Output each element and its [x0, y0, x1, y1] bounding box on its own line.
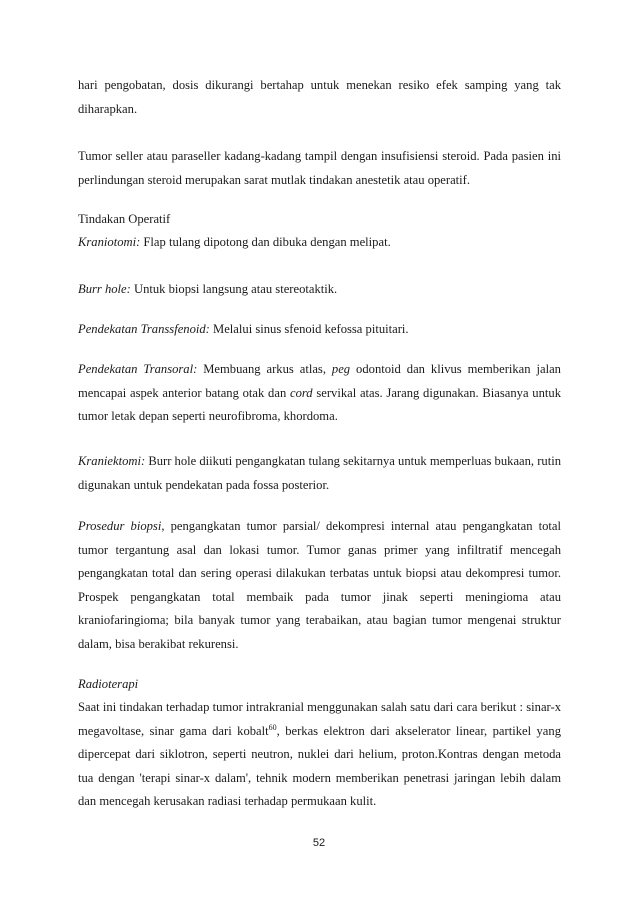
heading-radioterapi: Radioterapi [78, 677, 139, 691]
text-transoral-2: odontoid dan klivus memberikan jalan mencapai aspek anterior batang otak dan [78, 362, 561, 400]
paragraph-operatif-heading: Tindakan Operatif [78, 212, 171, 226]
paragraph-dosis: hari pengobatan, dosis dikurangi bertahap untuk menekan resiko efek samping yang tak diharapkan. [78, 78, 561, 116]
term-burr-hole: Burr hole: [78, 282, 131, 296]
paragraph-burr-hole [78, 278, 561, 302]
paragraph-prosedur-biopsi [78, 515, 561, 656]
text-burr-hole: Untuk biopsi langsung atau stereotaktik. [130, 282, 338, 296]
paragraph-radioterapi-heading [78, 673, 561, 697]
page-number: 52 [312, 837, 326, 849]
text-kraniotomi: Flap tulang dipotong dan dibuka dengan melipat. [140, 235, 391, 249]
paragraph-kraniotomi [78, 231, 561, 255]
text-kraniektomi: Burr hole diikuti pengangkatan tulang sekitarnya untuk memperluas bukaan, rutin digunakan untuk pendekatan pada fossa posterior. [78, 454, 562, 492]
text-radioterapi-1: Saat ini tindakan terhadap tumor intrakranial menggunakan salah satu dari cara berikut : sinar-x megavoltase, sinar gama dari kobalt [78, 700, 561, 738]
paragraph-radioterapi [78, 696, 561, 814]
term-prosedur-biopsi: Prosedur biopsi [78, 519, 162, 533]
paragraph-transsfenoid [78, 318, 561, 342]
term-transsfenoid: Pendekatan Transsfenoid: [78, 322, 210, 336]
paragraph-tumor-seller: Tumor seller atau paraseller kadang-kadang tampil dengan insufisiensi steroid. Pada pasien ini perlindungan steroid merupakan sarat mutlak tindakan anestetik atau operatif. [78, 149, 561, 187]
term-peg: peg [331, 362, 351, 376]
term-cord: cord [289, 385, 313, 400]
document-page [78, 0, 561, 903]
term-kraniotomi: Kraniotomi: [78, 235, 141, 249]
text-transoral-3: servikal atas. Jarang digunakan. Biasanya untuk tumor letak depan seperti neurofibroma, khordoma. [78, 385, 561, 423]
term-kraniektomi: Kraniektomi: [78, 454, 146, 468]
superscript-60: 60 [268, 722, 277, 732]
text-transsfenoid: Melalui sinus sfenoid kefossa pituitari. [209, 322, 409, 336]
paragraph-transoral [78, 358, 561, 429]
text-transoral-1: Membuang arkus atlas, [197, 362, 332, 376]
text-radioterapi-2: , berkas elektron dari akselerator linear, partikel yang dipercepat dari siklotron, seperti neutron, nuklei dari helium, proton.Kontras dengan metoda tua dengan 'terapi sinar-x dalam', tehnik modern memberikan penetrasi jaringan lebih dalam dan mencegah kerusakan radiasi terhadap permukaan kulit. [78, 723, 561, 808]
paragraph-kraniektomi [78, 450, 561, 497]
term-transoral: Pendekatan Transoral: [78, 362, 198, 376]
text-prosedur-biopsi: , pengangkatan tumor parsial/ dekompresi internal atau pengangkatan total tumor tergantung asal dan lokasi tumor. Tumor ganas primer yang infiltratif mencegah pengangkatan total dan sering operasi dilakukan terbatas untuk biopsi atau dekompresi tumor. Prospek pengangkatan total membaik pada tumor jinak seperti meningioma atau kraniofaringioma; bila banyak tumor yang terabaikan, atau bagian tumor mengenai struktur dalam, bisa berakibat rekurensi. [78, 519, 562, 651]
